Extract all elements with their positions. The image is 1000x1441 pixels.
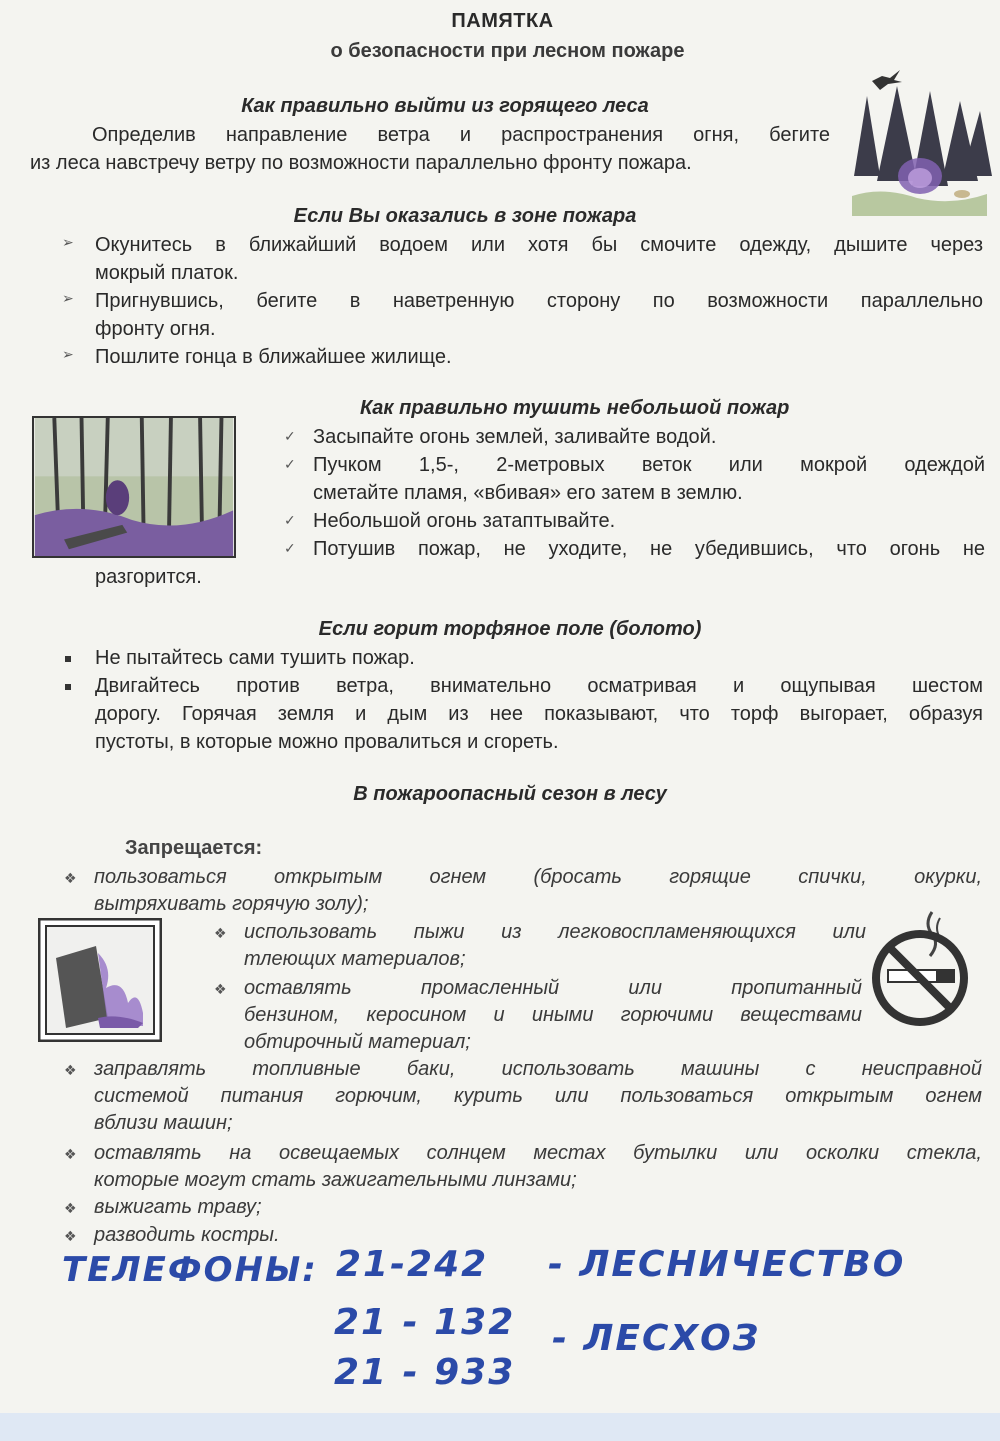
square-bullet-icon — [65, 656, 71, 662]
phone-number: 21 - 933 — [334, 1352, 516, 1393]
page-title: ПАМЯТКА — [451, 10, 554, 32]
section-exit-forest-line1: Определив направление ветра и распространения огня, бегите — [92, 124, 830, 146]
list-item-continuation: разгорится. — [95, 566, 202, 588]
list-item: Не пытайтесь сами тушить пожар. — [95, 647, 415, 669]
diamond-bullet-icon: ❖ — [64, 1062, 77, 1078]
list-item: Пошлите гонца в ближайшее жилище. — [95, 346, 452, 368]
list-item: Окунитесь в ближайший водоем или хотя бы смочите одежду, дышите через мокрый платок. — [95, 234, 983, 284]
diamond-bullet-icon: ❖ — [214, 981, 227, 997]
list-item: пользоваться открытым огнем (бросать горящие спички, окурки, вытряхивать горячую золу); — [94, 866, 982, 915]
forest-fire-illustration — [842, 66, 992, 216]
phone-number: 21 - 132 — [334, 1302, 516, 1343]
scan-bottom-edge — [0, 1413, 1000, 1441]
arrow-bullet-icon: ➢ — [62, 234, 74, 250]
list-item: разводить костры. — [94, 1224, 280, 1246]
check-icon: ✓ — [284, 428, 296, 444]
list-item: использовать пыжи из легковоспламеняющихся или тлеющих материалов; — [244, 921, 866, 970]
check-icon: ✓ — [284, 540, 296, 556]
section-fire-zone-heading: Если Вы оказались в зоне пожара — [293, 205, 637, 227]
phones-label: ТЕЛЕФОНЫ: — [62, 1250, 318, 1290]
arrow-bullet-icon: ➢ — [62, 346, 74, 362]
section-exit-forest-line2: из леса навстречу ветру по возможности параллельно фронту пожара. — [30, 152, 692, 174]
section-small-fire-heading: Как правильно тушить небольшой пожар — [360, 397, 790, 419]
diamond-bullet-icon: ❖ — [214, 925, 227, 941]
diamond-bullet-icon: ❖ — [64, 870, 77, 886]
prohibited-subheading: Запрещается: — [125, 837, 263, 859]
check-icon: ✓ — [284, 512, 296, 528]
phone-number: 21-242 — [336, 1244, 489, 1285]
list-item: заправлять топливные баки, использовать машины с неисправной системой питания горючим, курить или пользоваться открытым огнем вблизи машин; — [94, 1058, 982, 1134]
section-fire-season-heading: В пожароопасный сезон в лесу — [353, 783, 667, 805]
list-item: Пучком 1,5-, 2-метровых веток или мокрой одеждой сметайте пламя, «вбивая» его затем в землю. — [313, 454, 985, 504]
no-smoking-icon — [870, 904, 970, 1030]
list-item: Пригнувшись, бегите в наветренную сторону по возможности параллельно фронту огня. — [95, 290, 983, 340]
diamond-bullet-icon: ❖ — [64, 1146, 77, 1162]
oily-rag-fire-picture — [38, 918, 162, 1042]
diamond-bullet-icon: ❖ — [64, 1200, 77, 1216]
list-item: Потушив пожар, не уходите, не убедившись, что огонь не — [313, 538, 985, 560]
list-item: оставлять промасленный или пропитанный бензином, керосином и иными горючими веществами обтирочный материал; — [244, 977, 862, 1053]
arrow-bullet-icon: ➢ — [62, 290, 74, 306]
check-icon: ✓ — [284, 456, 296, 472]
list-item: Засыпайте огонь землей, заливайте водой. — [313, 426, 717, 448]
section-peat-heading: Если горит торфяное поле (болото) — [318, 618, 702, 640]
list-item: Небольшой огонь затаптывайте. — [313, 510, 616, 532]
phone-organization: - ЛЕСХОЗ — [552, 1318, 761, 1359]
list-item: выжигать траву; — [94, 1196, 262, 1218]
list-item: Двигайтесь против ветра, внимательно осматривая и ощупывая шестом дорогу. Горячая земля и дым из нее показывают, что торф выгорает, образуя пустоты, в которые можно провалиться и сгореть. — [95, 675, 983, 753]
list-item: оставлять на освещаемых солнцем местах бутылки или осколки стекла, которые могут стать зажигательными линзами; — [94, 1142, 982, 1191]
page-subtitle: о безопасности при лесном пожаре — [330, 40, 685, 62]
diamond-bullet-icon: ❖ — [64, 1228, 77, 1244]
burnt-forest-picture — [32, 416, 236, 558]
phone-organization: - ЛЕСНИЧЕСТВО — [548, 1244, 906, 1285]
square-bullet-icon — [65, 684, 71, 690]
section-exit-forest-heading: Как правильно выйти из горящего леса — [241, 95, 649, 117]
